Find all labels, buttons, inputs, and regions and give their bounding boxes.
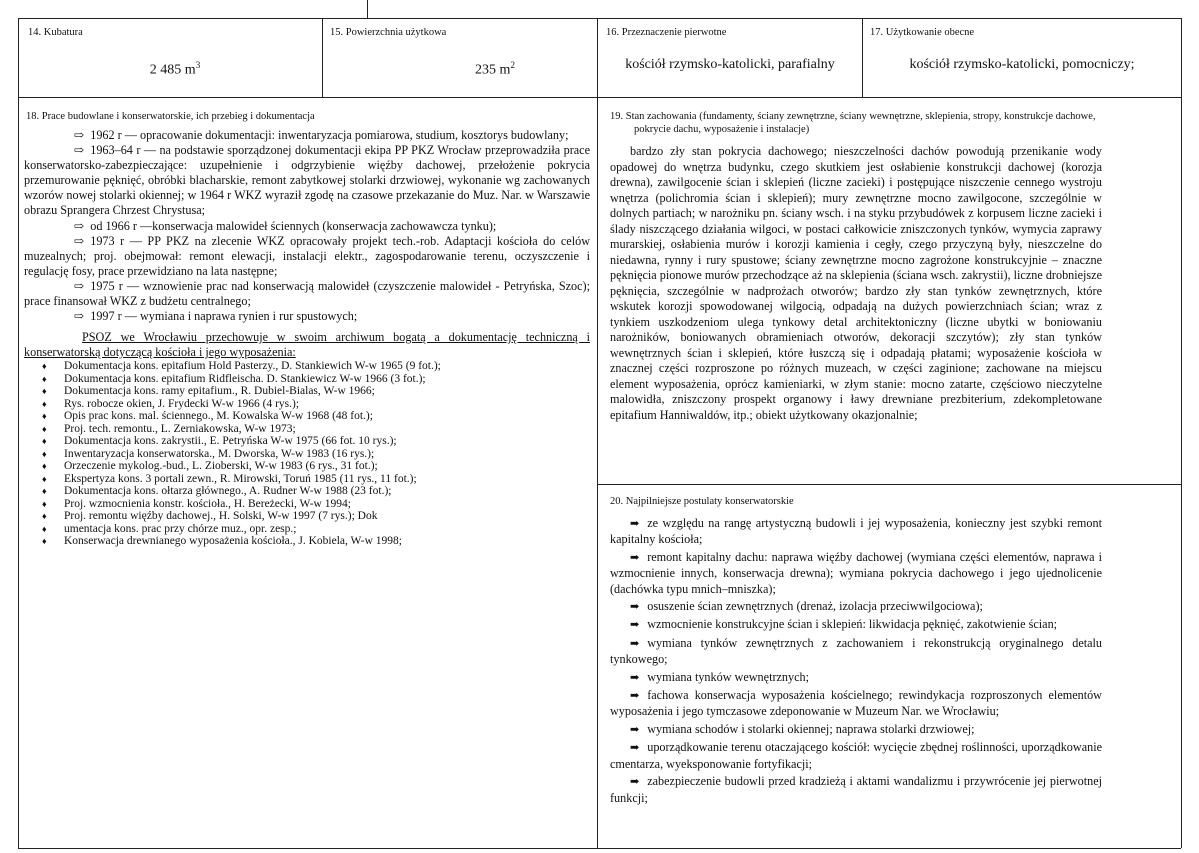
work-item: ⇨ 1962 r — opracowanie dokumentacji: inwentaryzacja pomiarowa, studium, kosztorys budowlany; <box>74 128 569 142</box>
postulate-item: ➡ wymiana schodów i stolarki okiennej; naprawa stolarki drzwiowej; <box>630 721 975 736</box>
work-item: ⇨ 1973 r — PP PKZ na zlecenie WKZ opracowały projekt tech.-rob. Adaptacji kościoła do celów muzealnych; proj. obejmował: remont elewacji, instalacji elektr., zagospodarowanie terenu, oczyszczenie i regulację fosy, prace przewidziano na lata następne; <box>24 233 590 278</box>
field-label: 15. Powierzchnia użytkowa <box>330 27 447 38</box>
diamond-bullet-icon: ♦ <box>42 448 47 459</box>
arrow-icon: ➡ <box>630 637 640 650</box>
documentation-list <box>24 360 590 548</box>
postulate-item: ➡ remont kapitalny dachu: naprawa więźby dachowej (wymiana części elementów, naprawa i wzmocnienie innych, konserwacja drewna); wymiana pokrycia dachowego i jego ujednolicenie (dachówka typu mnich–mniszka); <box>610 549 1102 596</box>
diamond-bullet-icon: ♦ <box>42 423 47 434</box>
section-18-label: 18. Prace budowlane i konserwatorskie, ich przebieg i dokumentacja <box>26 111 315 122</box>
section-19 <box>610 110 1102 423</box>
list-item: ♦ Proj. remontu więźby dachowej., H. Solski, W-w 1997 (7 rys.); Dok <box>42 510 378 523</box>
arrow-icon: ⇨ <box>74 143 85 158</box>
field-divider-3 <box>862 18 863 97</box>
postulate-item: ➡ uporządkowanie terenu otaczającego kościół: wycięcie zbędnej roślinności, uporządkowanie cmentarza, wyeksponowanie fortyfikacji; <box>610 740 1102 771</box>
arrow-icon: ⇨ <box>74 278 85 293</box>
work-item: ⇨ 1997 r — wymiana i naprawa rynien i rur spustowych; <box>74 309 358 324</box>
postulate-item: ➡ zabezpieczenie budowli przed kradzieżą i aktami wandalizmu i przywrócenie jej pierwotnej funkcji; <box>610 774 1102 805</box>
field-divider-1 <box>322 18 323 97</box>
arrow-icon: ➡ <box>630 723 640 736</box>
diamond-bullet-icon: ♦ <box>42 398 47 409</box>
right-section-divider <box>597 484 1181 485</box>
arrow-icon: ⇨ <box>74 128 85 142</box>
diamond-bullet-icon: ♦ <box>42 473 47 484</box>
list-item: ♦ Inwentaryzacja konserwatorska., M. Dworska, W-w 1983 (16 rys.); <box>42 447 375 460</box>
arrow-icon: ➡ <box>630 671 640 684</box>
work-item: ⇨ od 1966 r —konserwacja malowideł ściennych (konserwacja zachowawcza tynku); <box>74 218 497 233</box>
field-value: kościół rzymsko-katolicki, pomocniczy; <box>909 57 1135 72</box>
arrow-icon: ⇨ <box>74 233 85 248</box>
postulate-item: ➡ fachowa konserwacja wyposażenia kościelnego; rewindykacja rozproszonych elementów wyposażenia i jego tymczasowe zdeponowanie w Muzeum Nar. we Wrocławiu; <box>610 688 1102 719</box>
postulate-item: ➡ wzmocnienie konstrukcyjne ścian i sklepień: likwidacja pęknięć, zakotwienie ścian; <box>630 617 1058 632</box>
field-value: 235 $m^2$ <box>475 60 515 78</box>
field-label: 14. Kubatura <box>28 27 83 38</box>
diamond-bullet-icon: ♦ <box>42 373 47 384</box>
diamond-bullet-icon: ♦ <box>42 511 47 522</box>
field-divider-2 <box>597 18 598 97</box>
list-item: ♦ Dokumentacja kons. ramy epitafium., R. Dubiel-Bialas, W-w 1966; <box>42 385 375 398</box>
section-19-label: 19. Stan zachowania (fundamenty, ściany zewnętrzne, ściany wewnętrzne, sklepienia, stropy, konstrukcje dachowe, pokrycie dachu, wyposażenie i instalacje) <box>610 111 1096 135</box>
list-item: ♦ Dokumentacja kons. ołtarza głównego., A. Rudner W-w 1988 (23 fot.); <box>42 485 392 498</box>
field-value: kościół rzymsko-katolicki, parafialny <box>625 57 835 72</box>
list-item: ♦ Ekspertyza kons. 3 portali zewn., R. Mirowski, Toruń 1985 (11 rys., 11 fot.); <box>42 472 417 485</box>
section-20-label: 20. Najpilniejsze postulaty konserwatorskie <box>610 496 794 507</box>
condition-description: bardzo zły stan pokrycia dachowego; nieszczelności dachów powodują przenikanie wody opadowej do wnętrza budynku, czego skutkiem jest osłabienie konstrukcji dachowej (korozja drewna), zawilgocenie ścian i sklepień (liczne zacieki) i postępujące niszczenie cennego wystroju wnętrza (polichromia ścian i sklepień); mury zewnętrzne mocno zawilgocone, szczególnie w dolnych partiach; w narożniku pn. ściany wsch. i na styku przybudówek z korpusem liczne zacieki i ślady niszczącego działania wilgoci, w postaci całkowicie zniszczonych tynków, wymycia zaprawy murarskiej, osłabienia murów i korozji kamienia i cegły, czego przyczyną były, nieszczelne do niedawna, rynny i rury spustowe; ściany zewnętrzne mocno zagrożone konstrukcyjnie – znaczne pęknięcia pionowe murów przechodzące aż na sklepienia (ściana wsch. zakrystii), liczne drobniejsze pęknięcia, szczególnie w nadprożach otworów; bardzo zły stan tynków zewnętrznych, które wskutek korozji spowodowanej wilgocią, odpadają na dużych powierzchniach ścian; wraz z tynkiem uszkodzeniom ulega tynkowy detal architektoniczny (liczne ubytki w boniowaniu narożników, boniowanych obramieniach otworów, dekoracji szczytów); zły stan tynków wewnętrznych ścian i sklepień, które łuszczą się i odpadają płatami; wyposażenie kościoła w znacznej części rozproszone po różnych muzeach, w części zaginione; zachowane na miejscu element wyposażenia, oprócz kamieniarki, w złym stanie: mocno zatarte, częściowo nieczytelne malowidła, zniszczony prospekt organowy i ławy drewniane prezbiterium, zdekompletowane epitafium Hanniwaldów, itp.; obiekt użytkowany okazjonalnie; <box>610 144 1102 422</box>
arrow-icon: ➡ <box>630 601 640 614</box>
top-tick <box>367 0 368 18</box>
list-item: ♦ Konserwacja drewnianego wyposażenia kościoła., J. Kobiela, W-w 1998; <box>42 535 402 548</box>
diamond-bullet-icon: ♦ <box>42 436 47 447</box>
postulate-item: ➡ wymiana tynków zewnętrznych z zachowaniem i rekonstrukcją oryginalnego detalu tynkowego; <box>610 635 1102 667</box>
diamond-bullet-icon: ♦ <box>42 523 47 534</box>
fields-divider <box>18 97 1181 98</box>
postulates-list <box>610 516 1102 806</box>
left-border <box>18 18 19 848</box>
postulate-item: ➡ wymiana tynków wewnętrznych; <box>630 669 809 684</box>
diamond-bullet-icon: ♦ <box>42 486 47 497</box>
list-item: ♦ Dokumentacja kons. epitafium Ridfleischa. D. Stankiewicz W-w 1966 (3 fot.); <box>42 372 426 385</box>
diamond-bullet-icon: ♦ <box>42 498 47 509</box>
list-item: ♦ Rys. robocze okien, J. Frydecki W-w 1966 (4 rys.); <box>42 397 300 410</box>
arrow-icon: ➡ <box>630 518 640 530</box>
list-item: ♦ Proj. wzmocnienia konstr. kościoła., H. Bereżecki, W-w 1994; <box>42 497 351 510</box>
list-item: ♦ Dokumentacja kons. epitafium Hold Pasterzy., D. Stankiewich W-w 1965 (9 fot.); <box>42 360 441 373</box>
field-label: 16. Przeznaczenie pierwotne <box>606 27 727 38</box>
postulate-item: ➡ osuszenie ścian zewnętrznych (drenaż, izolacja przeciwwilgociowa); <box>630 599 983 614</box>
arrow-icon: ➡ <box>630 776 640 789</box>
top-border <box>18 18 1181 19</box>
arrow-icon: ⇨ <box>74 309 85 324</box>
work-item: ⇨ 1975 r — wznowienie prac nad konserwacją malowideł (czyszczenie malowideł - Petryńska, Szoc); prace finansował WKZ z budżetu centralnego; <box>24 278 590 309</box>
field-value: 2 485 $m^3$ <box>149 60 201 78</box>
bottom-border <box>18 848 1181 849</box>
list-item: ♦ Orzeczenie mykolog.-bud., L. Zioberski, W-w 1983 (6 rys., 31 fot.); <box>42 460 378 473</box>
list-item: ♦ Opis prac kons. mal. ściennego., M. Kowalska W-w 1968 (48 fot.); <box>42 410 373 423</box>
list-item: ♦ Proj. tech. remontu., L. Zerniakowska, W-w 1973; <box>42 422 296 435</box>
psoz-archive-note: PSOZ we Wrocławiu przechowuje w swoim archiwum bogatą a dokumentację techniczną i konserwatorską dotyczącą kościoła i jego wyposażenia: <box>24 330 590 360</box>
list-item: ♦ umentacja kons. prac przy chórze muz., opr. zesp.; <box>42 522 297 535</box>
list-item: ♦ Dokumentacja kons. zakrystii., E. Petryńska W-w 1975 (66 fot. 10 rys.); <box>42 435 397 448</box>
column-divider <box>597 97 598 848</box>
arrow-icon: ➡ <box>630 690 640 703</box>
section-18 <box>24 110 590 548</box>
arrow-icon: ⇨ <box>74 218 85 233</box>
diamond-bullet-icon: ♦ <box>42 461 47 472</box>
right-border <box>1181 18 1182 848</box>
arrow-icon: ➡ <box>630 742 640 755</box>
diamond-bullet-icon: ♦ <box>42 361 47 372</box>
field-label: 17. Użytkowanie obecne <box>870 27 975 38</box>
works-list <box>24 128 590 324</box>
arrow-icon: ➡ <box>630 551 640 564</box>
diamond-bullet-icon: ♦ <box>42 386 47 397</box>
postulate-item: ➡ ze względu na rangę artystyczną budowli i jej wyposażenia, konieczny jest szybki remont kapitalny kościoła; <box>610 516 1102 547</box>
work-item: ⇨ 1963–64 r — na podstawie sporządzonej dokumentacji ekipa PP PKZ Wrocław przeprowadziła prace konserwatorsko-zabezpieczające: uzupełnienie i odgrzybienie więźby dachowej, przełożenie pokrycia przemurowanie pęknięć, obróbki blacharskie, remont zabytkowej stolarki drzwiowej, wykonanie wg zachowanych wzorów nowej stolarki okiennej; w 1964 r WKZ wyraził zgodę na czasowe przekazanie do Muz. Nar. w Warszawie obrazu Sprangera Chrzest Chrystusa; <box>24 143 590 218</box>
section-20 <box>610 495 1102 808</box>
arrow-icon: ➡ <box>630 619 640 632</box>
diamond-bullet-icon: ♦ <box>42 536 47 547</box>
diamond-bullet-icon: ♦ <box>42 411 47 422</box>
